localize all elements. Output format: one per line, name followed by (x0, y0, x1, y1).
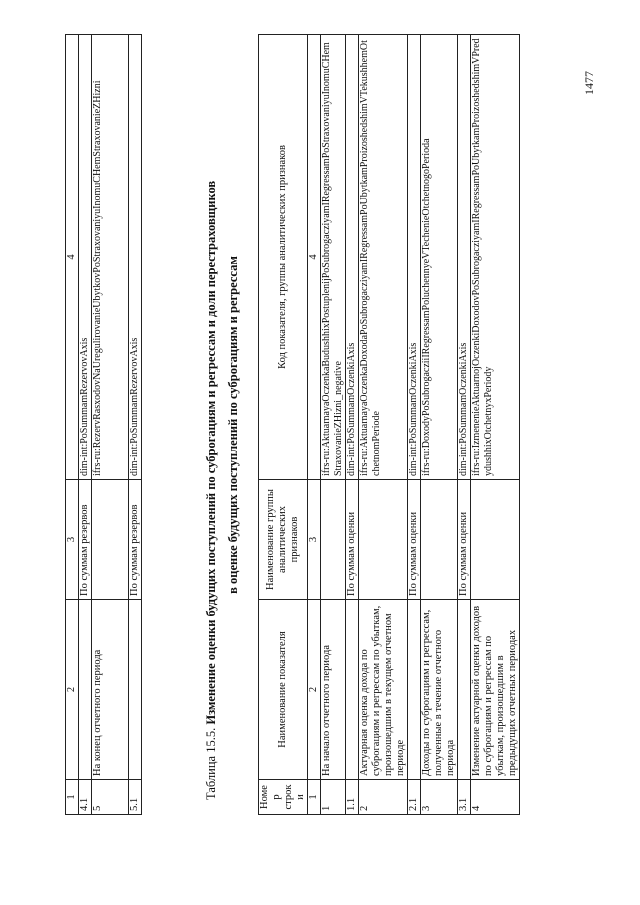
caption-title-line1: Изменение оценки будущих поступлений по суброгациям и регрессам и доли перестраховщиков (204, 180, 218, 725)
group-name: По суммам оценки (346, 480, 359, 600)
indicator-name (458, 600, 471, 780)
table-row (359, 35, 408, 815)
group-name (471, 480, 520, 600)
col-number-2: 2 (308, 600, 321, 780)
bottom-table (258, 34, 520, 815)
caption-prefix: Таблица 15.5. (204, 727, 218, 800)
indicator-name: На конец отчетного периода (92, 600, 129, 780)
indicator-name: Доходы по суброгациям и регрессам, полученные в течение отчетного периода (421, 600, 458, 780)
row-number: 5.1 (129, 780, 142, 815)
table-row (421, 35, 458, 815)
indicator-code: dim-int:PoSummamOczenkiAxis (346, 35, 359, 480)
row-number: 1 (321, 780, 346, 815)
indicator-code: dim-int:PoSummamRezervovAxis (79, 35, 92, 480)
header-row (259, 35, 308, 815)
column-number-row (308, 35, 321, 815)
group-name: По суммам резервов (79, 480, 92, 600)
col-number-4: 4 (66, 35, 79, 480)
group-name (359, 480, 408, 600)
row-number: 2.1 (408, 780, 421, 815)
group-name (92, 480, 129, 600)
indicator-code: ifrs-ru:IzmenenieAktuarnojOczenkiDoxodovPoSubrogacziyamIRegressamPoUbytkamProizoshedshimVPredydushhixOtchetnyxPeriody (471, 35, 520, 480)
group-name: По суммам резервов (129, 480, 142, 600)
indicator-code: ifrs-ru:AktuarnayaOczenkaDoxodaPoSubrogacziyamIRegressamPoUbytkamProizoshedshimVTekushhemOtchetnomPeriode (359, 35, 408, 480)
row-number: 3.1 (458, 780, 471, 815)
table-row (92, 35, 129, 815)
table-row (408, 35, 421, 815)
header-group-name: Наименование группы аналитических признаков (259, 480, 308, 600)
col-number-1: 1 (308, 780, 321, 815)
header-row-number: Номер строки (259, 780, 308, 815)
indicator-code: dim-int:PoSummamOczenkiAxis (408, 35, 421, 480)
col-number-3: 3 (66, 480, 79, 600)
table-row (458, 35, 471, 815)
column-number-row (66, 35, 79, 815)
caption-title-line2: в оценке будущих поступлений по суброгациям и регрессам (226, 256, 240, 594)
row-number: 2 (359, 780, 408, 815)
indicator-code: dim-int:PoSummamOczenkiAxis (458, 35, 471, 480)
table-caption (204, 25, 219, 800)
col-number-4: 4 (308, 35, 321, 480)
row-number: 5 (92, 780, 129, 815)
table-row (471, 35, 520, 815)
indicator-code: ifrs-ru:DoxodyPoSubrogacziiIRegressamPoluchennyeVTechenieOtchetnogoPerioda (421, 35, 458, 480)
indicator-code: dim-int:PoSummamRezervovAxis (129, 35, 142, 480)
header-indicator-code: Код показателя, группы аналитических признаков (259, 35, 308, 480)
col-number-2: 2 (66, 600, 79, 780)
indicator-name: Изменение актуарной оценки доходов по суброгациям и регрессам по убыткам, произошедшим в предыдущих отчетных периодах (471, 600, 520, 780)
indicator-name: Актуарная оценка дохода по суброгациям и регрессам по убыткам, произошедшим в текущем отчетном периоде (359, 600, 408, 780)
table-row (346, 35, 359, 815)
page-number: 1477 (582, 71, 596, 95)
group-name (421, 480, 458, 600)
table-row (79, 35, 92, 815)
indicator-name (346, 600, 359, 780)
table-row (129, 35, 142, 815)
row-number: 3 (421, 780, 458, 815)
indicator-code: ifrs-ru:RezervRasxodovNaUregulirovanieUbytkovPoStraxovaniyuInomuCHemStraxovanieZHizni (92, 35, 129, 480)
row-number: 4 (471, 780, 520, 815)
indicator-name (129, 600, 142, 780)
row-number: 4.1 (79, 780, 92, 815)
indicator-code: ifrs-ru:AktuarnayaOczenkaBudushhixPostuplenijPoSubrogacziyamIRegressamPoStraxovaniyuInomuCHemStraxovanieZHizni_negative (321, 35, 346, 480)
top-table (65, 34, 142, 815)
header-indicator-name: Наименование показателя (259, 600, 308, 780)
col-number-1: 1 (66, 780, 79, 815)
indicator-name: На начало отчетного периода (321, 600, 346, 780)
group-name: По суммам оценки (408, 480, 421, 600)
group-name (321, 480, 346, 600)
group-name: По суммам оценки (458, 480, 471, 600)
indicator-name (408, 600, 421, 780)
indicator-name (79, 600, 92, 780)
table-row (321, 35, 346, 815)
row-number: 1.1 (346, 780, 359, 815)
col-number-3: 3 (308, 480, 321, 600)
